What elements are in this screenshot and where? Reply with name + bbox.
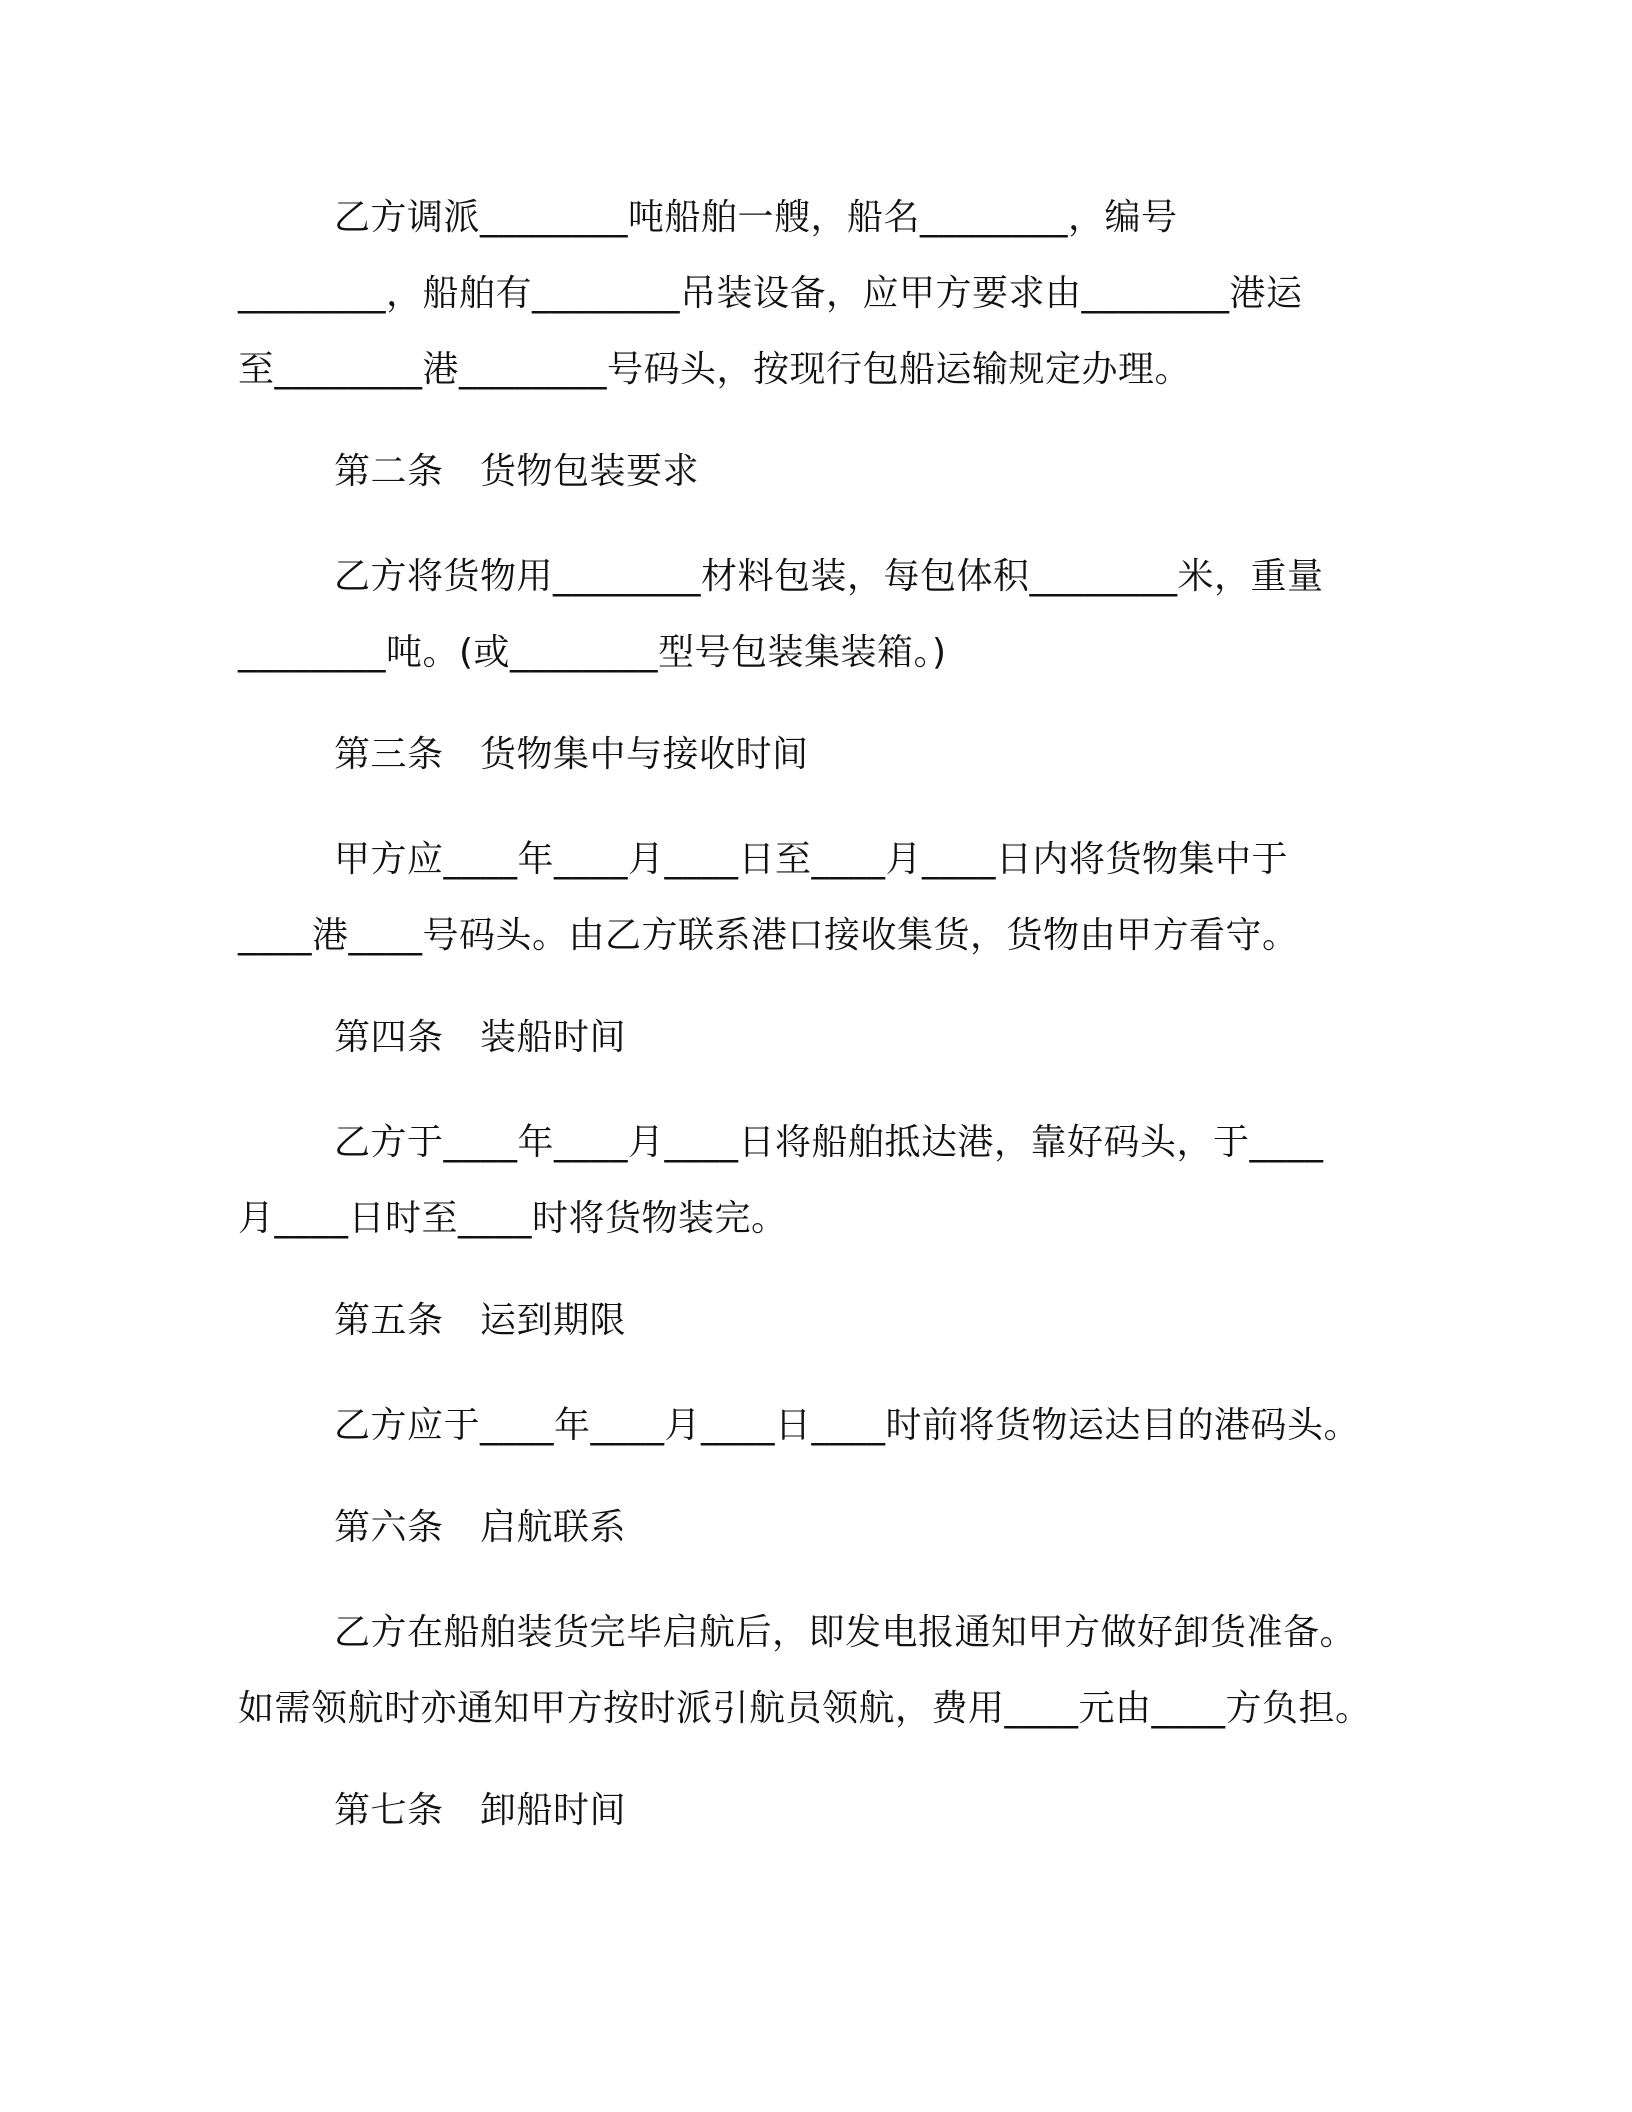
paragraph-line: 甲方应____年____月____日至____月____日内将货物集中于 — [334, 839, 1289, 880]
paragraph-line: 乙方于____年____月____日将船舶抵达港，靠好码头，于____ — [334, 1122, 1324, 1163]
paragraph-line: 至________港________号码头，按现行包船运输规定办理。 — [238, 349, 1192, 390]
section-heading: 第四条 装船时间 — [334, 1017, 627, 1058]
section-heading: 第三条 货物集中与接收时间 — [334, 734, 809, 775]
paragraph-line: 乙方将货物用________材料包装，每包体积________米，重量 — [334, 556, 1324, 597]
paragraph-line: 月____日时至____时将货物装完。 — [238, 1198, 788, 1239]
paragraph-line: ________，船舶有________吊装设备，应甲方要求由________港运 — [238, 273, 1303, 314]
paragraph-line: 如需领航时亦通知甲方按时派引航员领航，费用____元由____方负担。 — [238, 1688, 1372, 1729]
section-heading: 第五条 运到期限 — [334, 1300, 627, 1341]
paragraph-line: ____港____号码头。由乙方联系港口接收集货，货物由甲方看守。 — [238, 915, 1299, 956]
section-heading: 第六条 启航联系 — [334, 1507, 627, 1548]
paragraph-line: 乙方在船舶装货完毕启航后，即发电报通知甲方做好卸货准备。 — [334, 1612, 1357, 1653]
paragraph-line: 乙方应于____年____月____日____时前将货物运达目的港码头。 — [334, 1405, 1361, 1446]
section-heading: 第七条 卸船时间 — [334, 1790, 627, 1831]
section-heading: 第二条 货物包装要求 — [334, 451, 700, 492]
paragraph-line: 乙方调派________吨船舶一艘，船名________，编号 — [334, 197, 1178, 238]
paragraph-line: ________吨。(或________型号包装集装箱。) — [238, 632, 947, 673]
